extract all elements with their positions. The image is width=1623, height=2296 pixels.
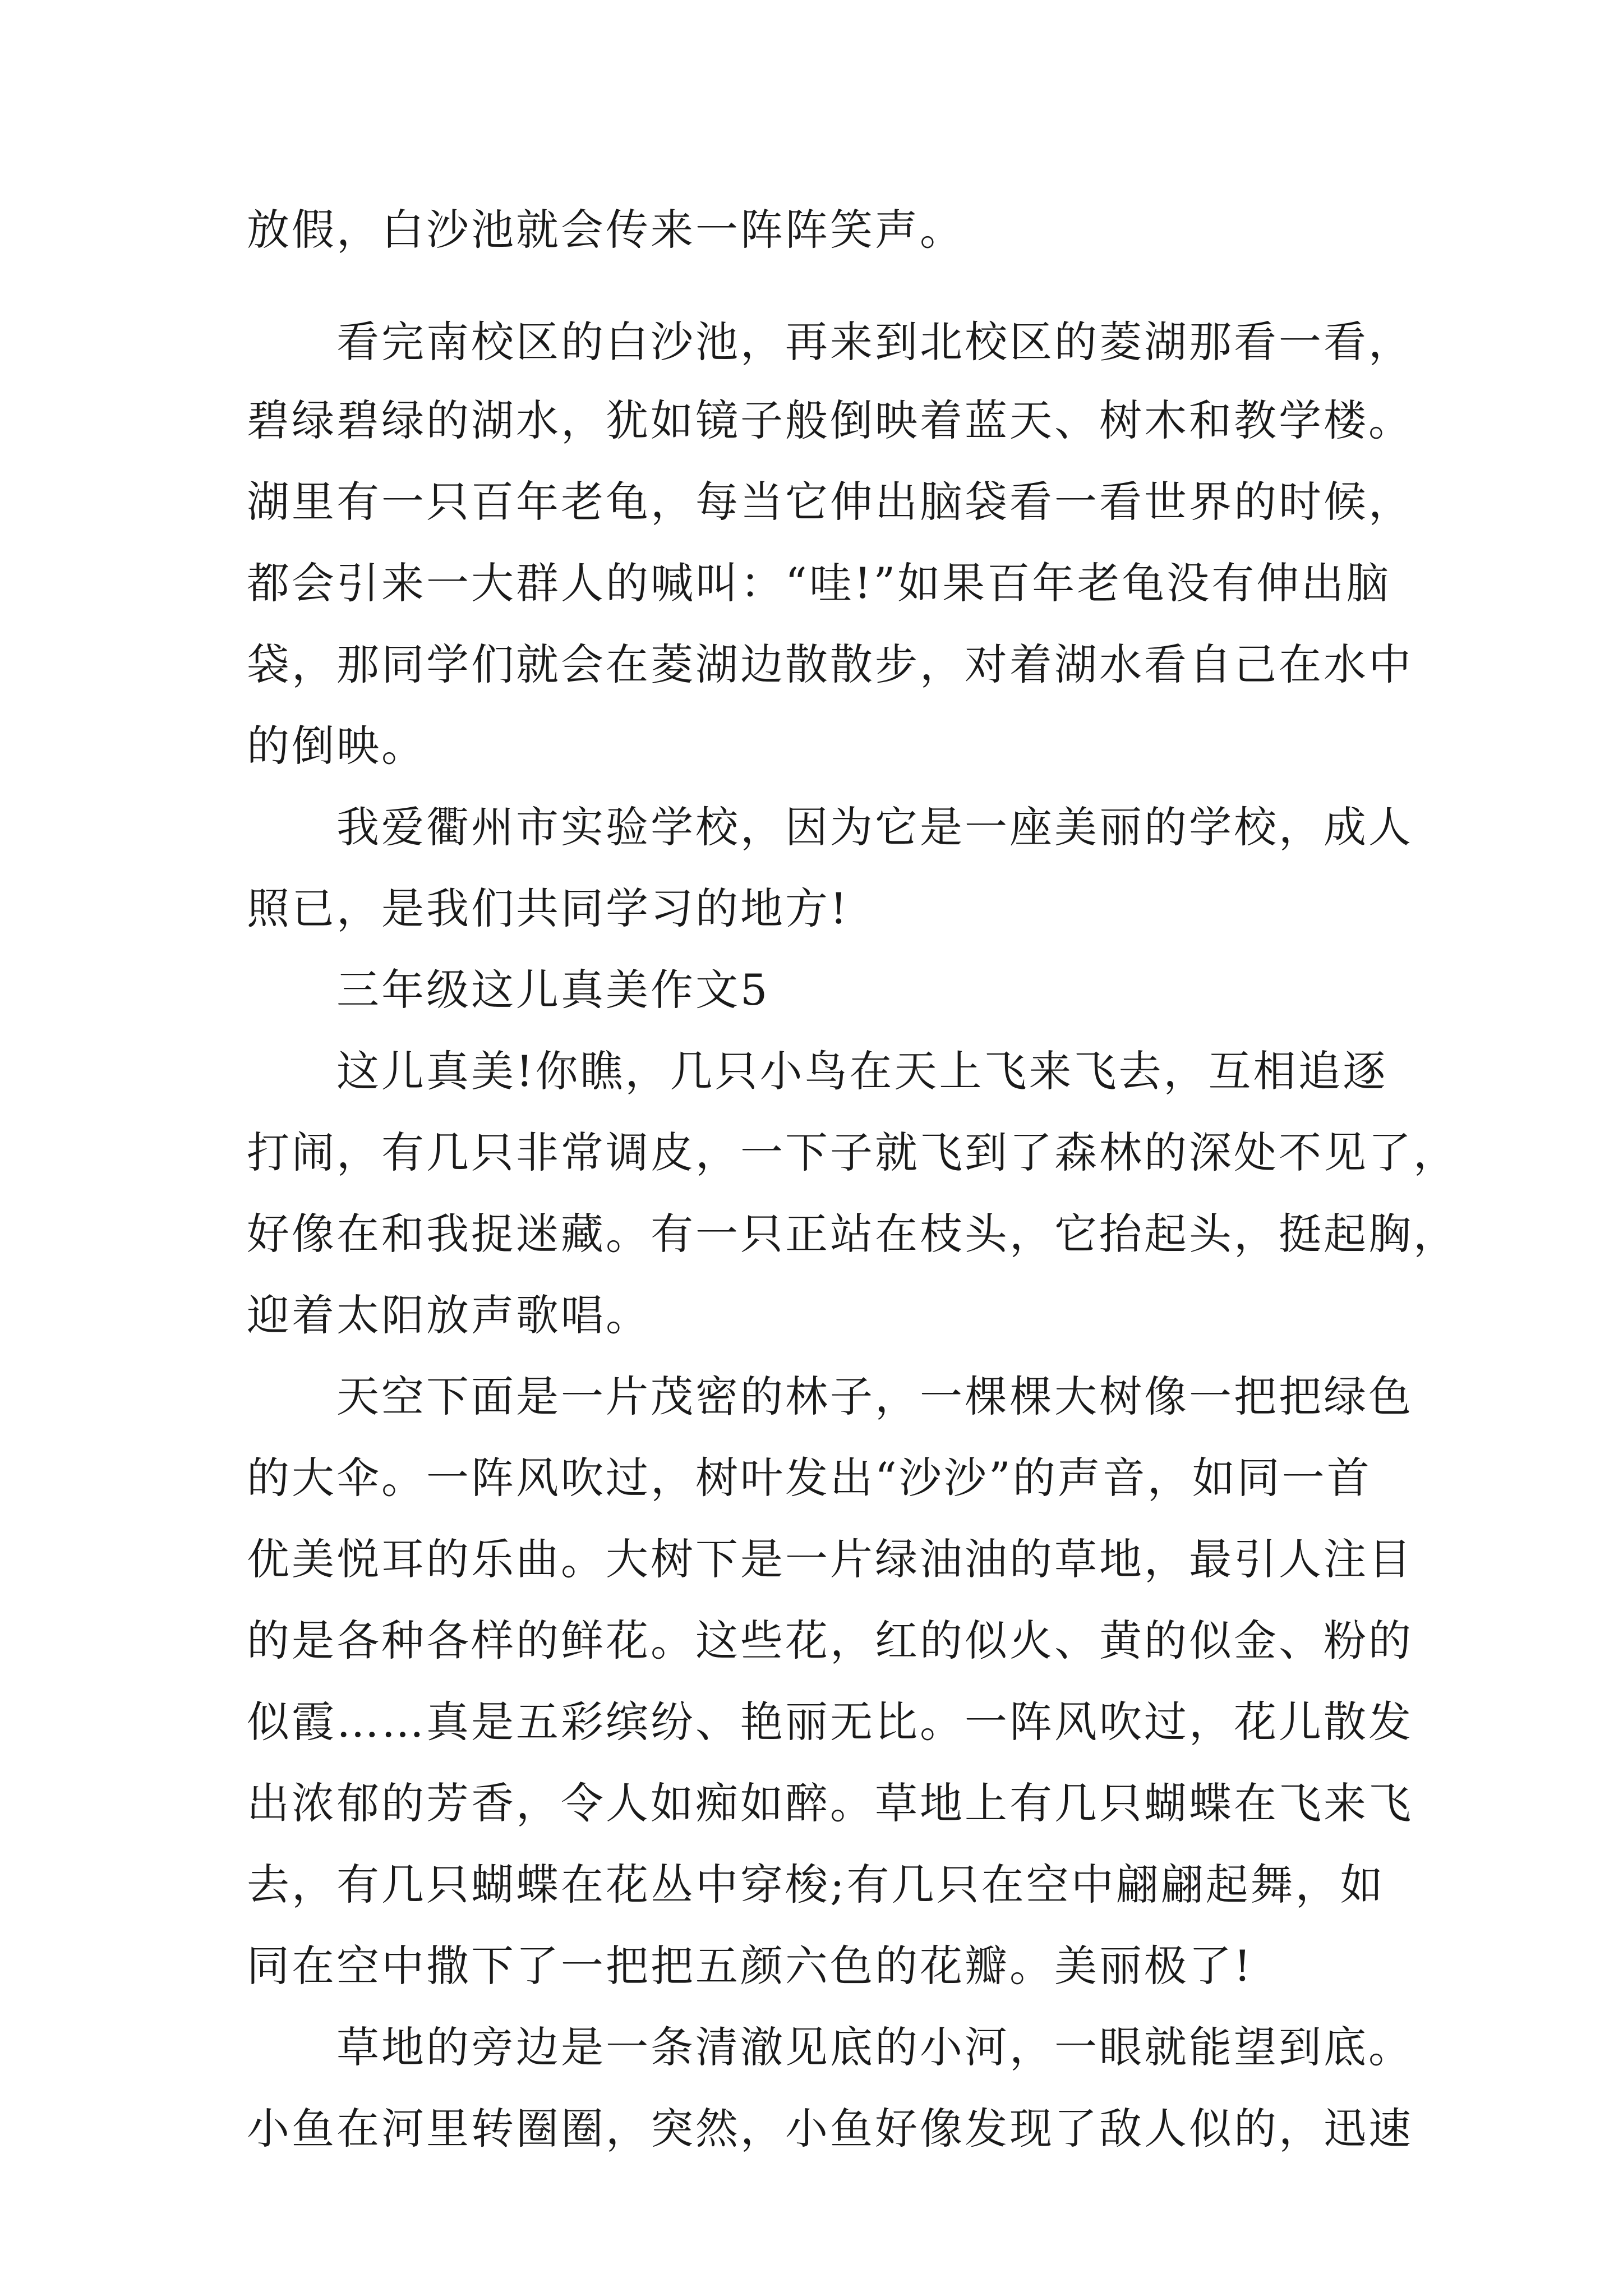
- text-line: 同在空中撒下了一把把五颜六色的花瓣。美丽极了!: [247, 1941, 1253, 1991]
- text-line: 的大伞。一阵风吹过，树叶发出“沙沙”的声音，如同一首: [247, 1453, 1372, 1503]
- text-line: 似霞……真是五彩缤纷、艳丽无比。一阵风吹过，花儿散发: [247, 1697, 1413, 1747]
- text-line: 优美悦耳的乐曲。大树下是一片绿油油的草地，最引人注目: [247, 1534, 1413, 1584]
- paragraph-first-line: 我爱衢州市实验学校，因为它是一座美丽的学校，成人: [336, 802, 1413, 852]
- paragraph-first-line: 看完南校区的白沙池，再来到北校区的菱湖那看一看，: [336, 317, 1413, 367]
- text-line: 迎着太阳放声歌唱。: [247, 1290, 651, 1340]
- text-line: 好像在和我捉迷藏。有一只正站在枝头，它抬起头，挺起胸，: [247, 1209, 1458, 1259]
- text-line: 照已，是我们共同学习的地方!: [247, 884, 850, 933]
- text-line: 袋，那同学们就会在菱湖边散散步，对着湖水看自己在水中: [247, 639, 1413, 689]
- text-line: 的倒映。: [247, 721, 426, 771]
- text-line: 湖里有一只百年老龟，每当它伸出脑袋看一看世界的时候，: [247, 477, 1413, 527]
- text-line: 去，有几只蝴蝶在花丛中穿梭;有几只在空中翩翩起舞，如: [247, 1860, 1385, 1910]
- text-line: 的是各种各样的鲜花。这些花，红的似火、黄的似金、粉的: [247, 1616, 1413, 1665]
- text-line: 都会引来一大群人的喊叫：“哇!”如果百年老龟没有伸出脑: [247, 558, 1391, 608]
- text-line: 出浓郁的芳香，令人如痴如醉。草地上有几只蝴蝶在飞来飞: [247, 1778, 1413, 1828]
- paragraph-first-line: 草地的旁边是一条清澈见底的小河，一眼就能望到底。: [336, 2022, 1413, 2072]
- paragraph-first-line: 这儿真美!你瞧，几只小鸟在天上飞来飞去，互相追逐: [336, 1046, 1388, 1096]
- text-line: 小鱼在河里转圈圈，突然，小鱼好像发现了敌人似的，迅速: [247, 2104, 1413, 2154]
- paragraph-first-line: 天空下面是一片茂密的林子，一棵棵大树像一把把绿色: [336, 1372, 1413, 1421]
- text-line: 碧绿碧绿的湖水，犹如镜子般倒映着蓝天、树木和教学楼。: [247, 395, 1413, 445]
- section-heading: 三年级这儿真美作文5: [336, 965, 770, 1015]
- text-line: 打闹，有几只非常调皮，一下子就飞到了森林的深处不见了，: [247, 1128, 1458, 1177]
- text-line: 放假，白沙池就会传来一阵阵笑声。: [247, 205, 965, 255]
